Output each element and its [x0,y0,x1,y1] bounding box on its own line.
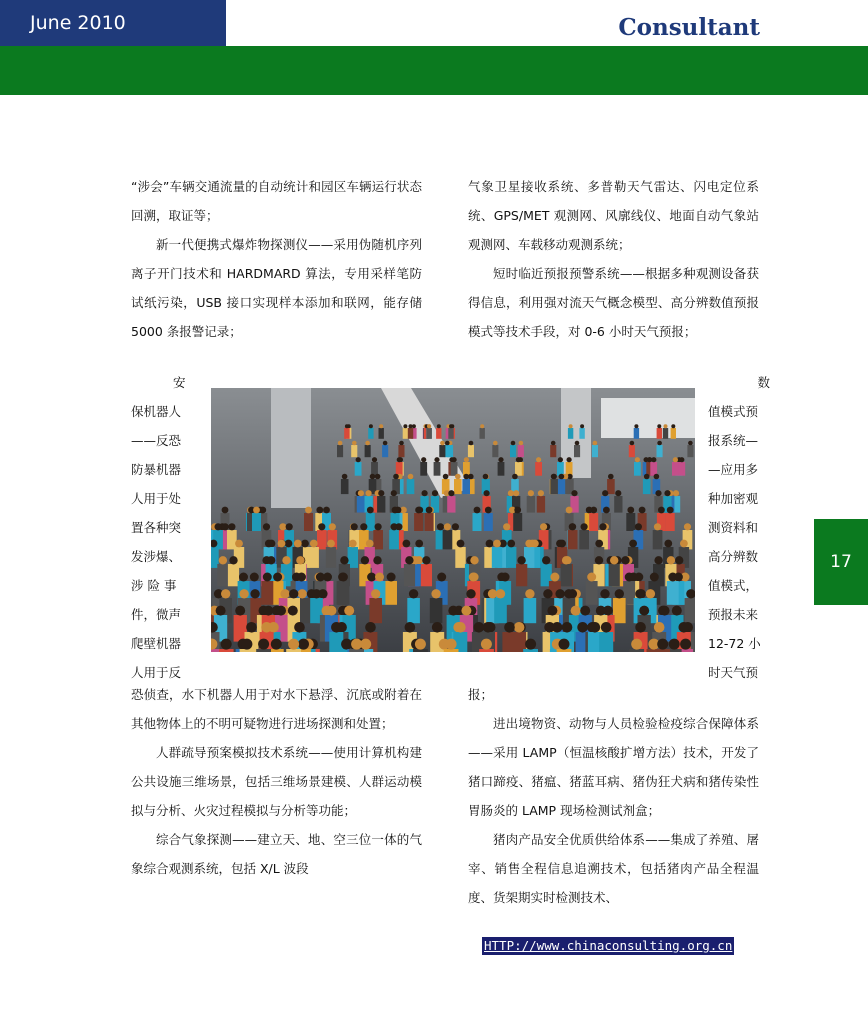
issue-date: June 2010 [0,0,226,46]
wrap-line: 值模式， [708,578,759,593]
wrap-line: 涉 险 事 [131,578,177,593]
paragraph: “涉会”车辆交通流量的自动统计和园区车辆运行状态回溯，取证等； [131,179,422,223]
wrap-line: 防暴机器 [131,462,182,477]
left-wrap-text [131,368,193,687]
paragraph: 报； [468,687,494,702]
wrap-line: 件，微声 [131,607,182,622]
magazine-title: Consultant [618,14,760,41]
wrap-line: 测资料和 [708,520,759,535]
wrap-line: 12-72 小 [708,636,761,651]
wrap-line: 发涉爆、 [131,549,182,564]
paragraph: 气象卫星接收系统、多普勒天气雷达、闪电定位系统、GPS/MET 观测网、风廓线仪、地面自动气象站观测网、车载移动观测系统； [468,179,759,252]
left-column-bottom [131,680,422,883]
right-wrap-text [708,368,770,687]
paragraph: 新一代便携式爆炸物探测仪——采用伪随机序列离子开门技术和 HARDMARD 算法，专用采样笔防试纸污染，USB 接口实现样本添加和联网，能存储 5000 条报警记录； [131,237,422,339]
wrap-line: 值模式预 [708,404,759,419]
wrap-line: 人用于反 [131,665,182,680]
wrap-line: 高分辨数 [708,549,759,564]
wrap-line: 数 [757,375,770,390]
wrap-line: 种加密观 [708,491,759,506]
wrap-line: 爬壁机器 [131,636,182,651]
crowd-simulation-image [211,388,695,652]
left-column-top [131,172,422,346]
paragraph: 人群疏导预案模拟技术系统——使用计算机构建公共设施三维场景，包括三维场景建模、人群运动模拟与分析、火灾过程模拟与分析等功能； [131,745,422,818]
paragraph: 短时临近预报预警系统——根据多种观测设备获得信息，利用强对流天气概念模型、高分辨数值预报模式等技术手段，对 0-6 小时天气预报； [468,266,759,339]
wrap-line: —应用多 [708,462,759,477]
wrap-line: ——反恐 [131,433,182,448]
paragraph: 猪肉产品安全优质供给体系——集成了养殖、屠宰、销售全程信息追溯技术，包括猪肉产品全程温度、货架期实时检测技术、 [468,832,759,905]
paragraph: 恐侦查，水下机器人用于对水下悬浮、沉底或附着在其他物体上的不明可疑物进行进场探测和处置； [131,687,422,731]
wrap-line: 报系统— [708,433,759,448]
wrap-line: 安 [173,375,186,390]
paragraph: 综合气象探测——建立天、地、空三位一体的气象综合观测系统，包括 X/L 波段 [131,832,422,876]
wrap-line: 置各种突 [131,520,182,535]
wrap-line: 时天气预 [708,665,759,680]
paragraph: 进出境物资、动物与人员检验检疫综合保障体系——采用 LAMP（恒温核酸扩增方法）技术，开发了猪口蹄疫、猪瘟、猪蓝耳病、猪伪狂犬病和猪传染性胃肠炎的 LAMP 现场检测试剂盒； [468,716,759,818]
page-number: 17 [814,519,868,605]
right-column-top [468,172,759,346]
header-band [0,46,868,95]
wrap-line: 预报未来 [708,607,759,622]
wrap-line: 人用于处 [131,491,182,506]
wrap-line: 保机器人 [131,404,182,419]
right-column-bottom [468,680,759,912]
website-link[interactable]: HTTP://www.chinaconsulting.org.cn [484,938,733,953]
